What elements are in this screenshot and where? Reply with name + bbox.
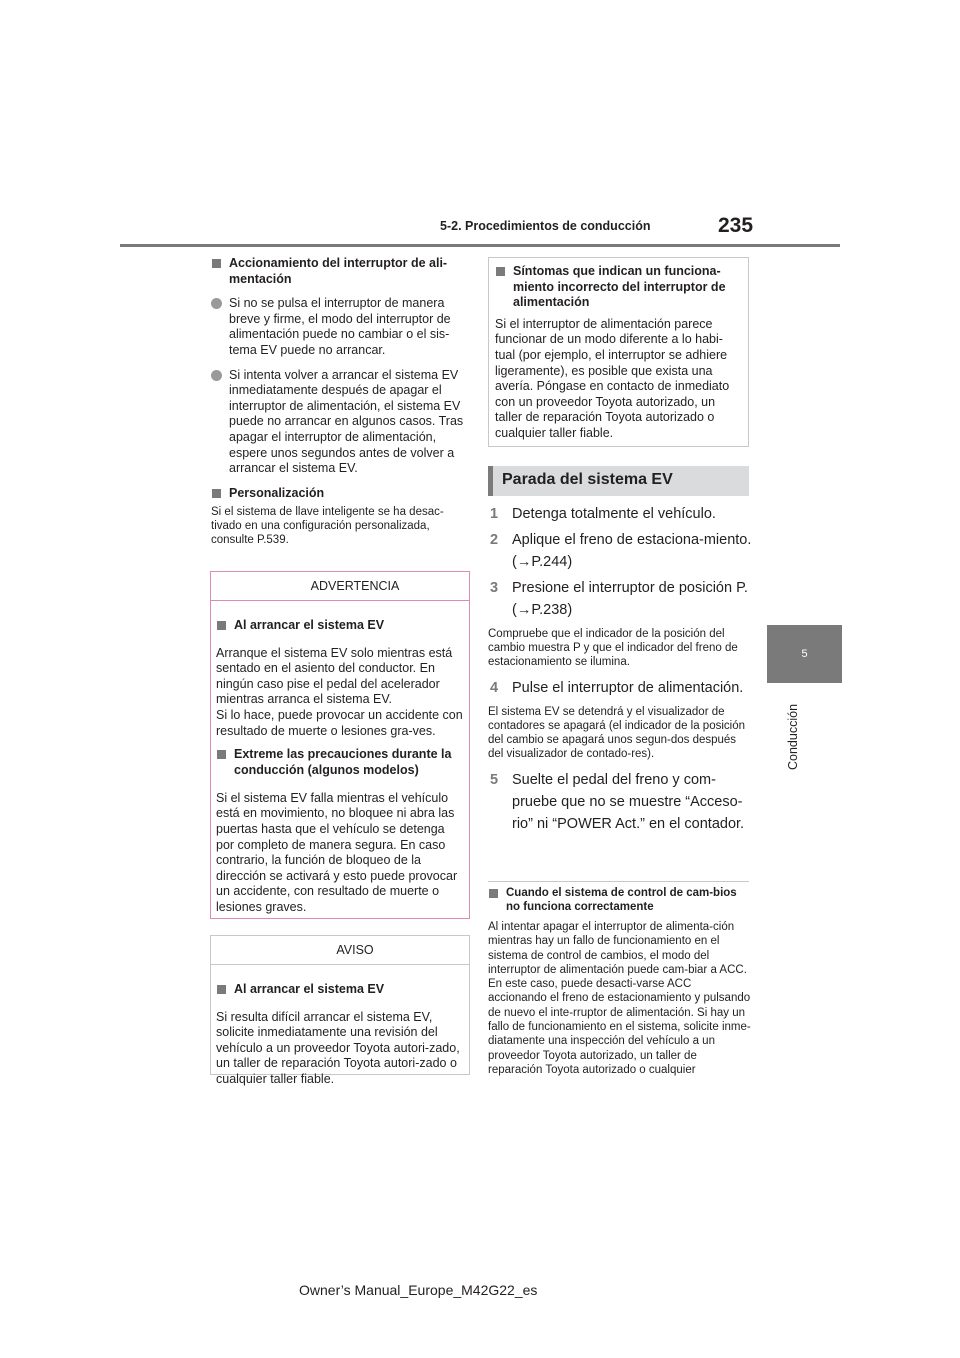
subheading-text: Personalización (229, 485, 325, 500)
square-bullet-icon (217, 621, 226, 630)
footer-text: Owner’s Manual_Europe_M42G22_es (299, 1282, 538, 1298)
chapter-label (786, 690, 802, 770)
subheading-text: Accionamiento del interruptor de ali- mentación (229, 256, 448, 286)
step-5 (488, 769, 753, 835)
subheading-text: Al arrancar el sistema EV (234, 617, 385, 632)
subheading-personalization (211, 486, 469, 502)
paragraph: Al intentar apagar el interruptor de alimenta-ción mientras hay un fallo de funcionamiento en el sistema de control de cambios, el modo del interruptor de alimentación puede cam-biar a ACC. En este caso, puede desacti-varse ACC accionando el freno de estacionamiento y pulsando de nuevo el inte-rruptor de alimentación. Si hay un fallo de funcionamiento en el sistema, solicite inme-diatamente una inspección del vehículo a un proveedor Toyota autorizado, un taller de reparación Toyota autorizado o cualquier (488, 921, 751, 1076)
square-bullet-icon (217, 985, 226, 994)
section-header: 5-2. Procedimientos de conducción (440, 219, 651, 233)
step-text: Aplique el freno de estaciona-miento. (→P.244) (512, 532, 752, 570)
steps-column (488, 503, 753, 835)
step-text: Presione el interruptor de posición P. (→P.238) (512, 580, 748, 618)
square-bullet-icon (217, 750, 226, 759)
chapter-label-text: Conducción (786, 703, 800, 770)
left-column (211, 256, 469, 547)
subheading-text: Al arrancar el sistema EV (234, 981, 385, 996)
square-bullet-icon (212, 489, 221, 498)
section-title: Parada del sistema EV (502, 471, 673, 488)
step-text: Suelte el pedal del freno y com-pruebe que no se muestre “Acceso-rio” ni “POWER Act.” en el contador. (512, 772, 745, 832)
square-bullet-icon (212, 259, 221, 268)
bullet-text: Si no se pulsa el interruptor de manera breve y firme, el modo del interruptor de alimentación puede no cambiar o el sis-tema EV puede no arrancar. (229, 296, 451, 357)
step-number: 3 (490, 580, 499, 596)
warning-title-bar (211, 572, 469, 601)
step-number: 5 (490, 772, 499, 788)
subheading-text: Cuando el sistema de control de cam-bios no funciona correctamente (506, 887, 737, 913)
notice-box (210, 935, 470, 1086)
step-number: 2 (490, 532, 499, 548)
separator-rule (488, 881, 749, 882)
header-rule (120, 244, 840, 247)
subheading-shift-control (488, 886, 753, 914)
right-bottom-column (488, 886, 753, 1077)
subheading-text: Extreme las precauciones durante la conducción (algunos modelos) (234, 747, 452, 777)
warning-subheading (216, 618, 464, 634)
notice-paragraph: Si resulta difícil arrancar el sistema EV, solicite inmediatamente una revisión del vehículo a un proveedor Toyota autori-zado, un taller de reparación Toyota autori-zado o cualquier taller fiable. (216, 1009, 460, 1086)
paragraph: Si el sistema de llave inteligente se ha desac-tivado en una configuración personalizada, consulte P.539. (211, 506, 444, 547)
circle-bullet-icon (211, 298, 222, 309)
notice-title-bar (211, 936, 469, 965)
page-number: 235 (718, 214, 754, 237)
title-accent (488, 466, 493, 496)
step-text: Detenga totalmente el vehículo. (512, 506, 716, 522)
info-paragraph: Si el interruptor de alimentación parece funcionar de un modo diferente a lo habi-tual (por ejemplo, el interruptor se adhiere ligeramente), es posible que exista una avería. Póngase en contacto de inmediato con un proveedor Toyota autorizado, un taller de reparación Toyota autorizado o cualquier taller fiable. (495, 316, 730, 440)
step-1 (488, 503, 753, 525)
step-note: Compruebe que el indicador de la posición del cambio muestra P y que el indicador del freno de estacionamiento se ilumina. (488, 628, 738, 668)
step-3 (488, 577, 753, 621)
step-number: 1 (490, 506, 499, 522)
notice-subheading (216, 982, 464, 998)
step-text: Pulse el interruptor de alimentación. (512, 680, 744, 696)
subheading-power-switch (211, 256, 469, 287)
bullet-item (211, 296, 469, 358)
bullet-text: Si intenta volver a arrancar el sistema EV inmediatamente después de apagar el interruptor de alimentación, el sistema EV puede no arrancar en algunos casos. Tras apagar el interruptor de alimentación, espere unos segundos antes de volver a arrancar el sistema EV. (229, 367, 464, 476)
chapter-tab: 5 (767, 625, 842, 683)
info-box (488, 257, 749, 447)
warning-paragraph: Arranque el sistema EV solo mientras está sentado en el asiento del conductor. En ningún caso pise el pedal del acelerador mientras arranca el sistema EV. (216, 645, 453, 707)
step-number: 4 (490, 680, 499, 696)
step-2 (488, 529, 753, 573)
bullet-item (211, 368, 469, 477)
warning-paragraph: Si lo hace, puede provocar un accidente con resultado de muerte o lesiones gra-ves. (216, 707, 463, 738)
square-bullet-icon (496, 267, 505, 276)
warning-box (210, 571, 470, 919)
subheading-text: Síntomas que indican un funciona-miento incorrecto del interruptor de alimentación (513, 264, 726, 310)
circle-bullet-icon (211, 370, 222, 381)
square-bullet-icon (489, 889, 498, 898)
info-subheading (495, 264, 742, 311)
warning-title: ADVERTENCIA (310, 579, 400, 593)
section-title-bar (488, 466, 749, 496)
warning-subheading (216, 747, 464, 778)
step-note: El sistema EV se detendrá y el visualizador de contadores se apagará (el indicador de la posición del cambio se apagará unos segun-dos después del visualizador de contado-res). (488, 706, 745, 760)
warning-paragraph: Si el sistema EV falla mientras el vehículo está en movimiento, no bloquee ni abra las puertas hasta que el vehículo se detenga por completo de manera segura. En caso contrario, la función de bloqueo de la dirección se activará y esto puede provocar un accidente, con resultado de muerte o lesiones graves. (216, 790, 458, 914)
step-4 (488, 677, 753, 699)
notice-title: AVISO (336, 943, 374, 957)
